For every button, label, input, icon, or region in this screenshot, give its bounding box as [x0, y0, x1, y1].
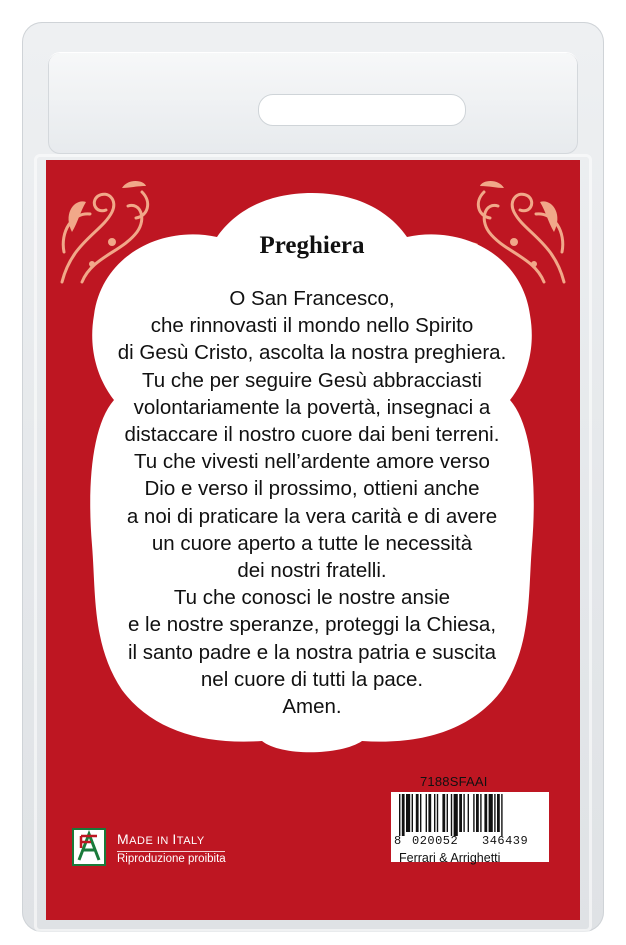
prayer-line: nel cuore di tutti la pace.: [200, 667, 424, 691]
divider: [117, 851, 225, 852]
prayer-line: Tu che conosci le nostre ansie: [173, 586, 451, 610]
hang-hole: [258, 94, 466, 126]
barcode-bar: [473, 794, 474, 832]
barcode-bar: [489, 794, 493, 832]
barcode-bar: [412, 794, 413, 832]
prayer-line: e le nostre speranze, proteggi la Chiesa,: [127, 613, 497, 637]
barcode-digits: [394, 834, 546, 848]
barcode-bar: [442, 794, 445, 832]
prayer-title: Preghiera: [259, 232, 365, 259]
product-code: 7188SFAAI: [420, 774, 488, 789]
barcode-first-digit: 8: [394, 834, 402, 848]
barcode: [391, 792, 549, 836]
barcode-bar: [454, 794, 458, 836]
fa-logo-icon: [72, 828, 106, 866]
barcode-bar: [501, 794, 502, 836]
barcode-bar: [494, 794, 495, 832]
barcode-bar: [484, 794, 487, 832]
barcode-bar: [406, 794, 410, 832]
prayer-line: Tu che vivesti nell’ardente amore verso: [134, 450, 490, 474]
barcode-bar: [447, 794, 448, 832]
barcode-bar: [437, 794, 438, 832]
prayer-line: O San Francesco,: [229, 287, 395, 310]
prayer-line: di Gesù Cristo, ascolta la nostra preghiera.: [117, 341, 507, 365]
barcode-group-1: 020052: [412, 834, 459, 848]
prayer-text: [62, 285, 562, 720]
prayer-line: a noi di praticare la vera carità e di avere: [126, 504, 498, 528]
made-in-italy: [117, 831, 205, 847]
prayer-line: un cuore aperto a tutte le necessità: [151, 531, 473, 555]
barcode-bar: [416, 794, 419, 832]
italy-rest: TALY: [176, 835, 205, 847]
barcode-bar: [459, 794, 462, 832]
barcode-group-2: 346439: [482, 834, 529, 848]
blister-hanger-tab: [48, 52, 578, 154]
prayer-line: volontariamente la povertà, insegnaci a: [133, 395, 491, 419]
barcode-bar: [402, 794, 405, 836]
barcode-bar: [428, 794, 431, 832]
barcode-bar: [480, 794, 481, 832]
prayer-line: Amen.: [282, 695, 342, 719]
prayer-line: distaccare il nostro cuore dai beni terreni.: [124, 423, 500, 447]
barcode-bar: [420, 794, 421, 832]
prayer-line: il santo padre e la nostra patria e suscita: [127, 640, 497, 664]
barcode-bar: [451, 794, 452, 836]
prayer-line: Tu che per seguire Gesù abbracciasti: [142, 368, 482, 392]
barcode-bar: [463, 794, 464, 832]
barcode-bar: [476, 794, 479, 832]
reproduction-notice: Riproduzione proibita: [117, 853, 226, 865]
company-name: Ferrari & Arrighetti: [399, 851, 501, 865]
barcode-bar: [434, 794, 435, 832]
prayer-line: dei nostri fratelli.: [237, 559, 387, 583]
barcode-bar: [497, 794, 500, 832]
prayer-line: che rinnovasti il mondo nello Spirito: [150, 314, 474, 338]
barcode-bar: [426, 794, 427, 832]
barcode-bar: [468, 794, 469, 832]
made-rest: ADE IN: [129, 835, 173, 847]
italy-i: I: [172, 831, 177, 847]
prayer-line: Dio e verso il prossimo, ottieni anche: [144, 477, 480, 501]
made-m: M: [117, 831, 130, 847]
barcode-bar: [399, 794, 400, 836]
